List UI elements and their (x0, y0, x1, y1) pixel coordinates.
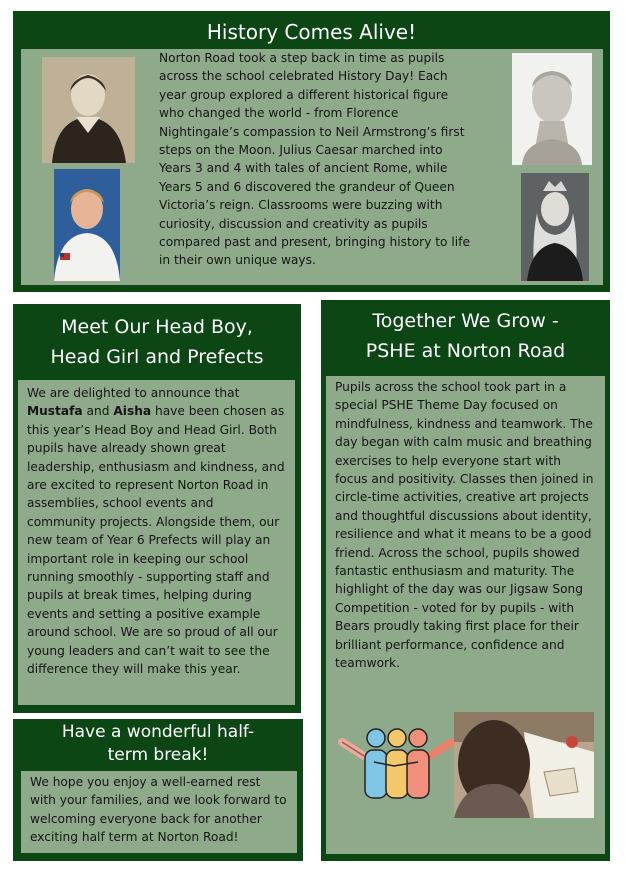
head-girl-name: Aisha (113, 404, 152, 419)
pshe-panel (321, 300, 610, 861)
friends-icon (338, 722, 456, 802)
pshe-body-text: Pupils across the school took part in a special PSHE Theme Day focused on mindfulness, kindness and teamwork. The day began with calm music and breathing exercises to help everyone start with focus and positivity. Classes then joined in circle-time activities, creative art projects and thoughtful discussions about identity, resilience and what it means to be a good friend. Across the school, pupils showed fantastic enthusiasm and maturity. The highlight of the day was our Jigsaw Song Competition - voted for by pupils - with Bears proudly taking first place for their brilliant performance, confidence and teamwork. (335, 380, 594, 671)
pshe-content (326, 376, 605, 854)
head-boy-girl-content (18, 380, 295, 705)
child-drawing-photo (454, 712, 594, 818)
head-boy-girl-title-line1: Meet Our Head Boy, (61, 316, 253, 338)
head-boy-girl-panel (13, 304, 301, 713)
pshe-title-line2: PSHE at Norton Road (365, 340, 566, 362)
roman-bust-photo (512, 53, 592, 165)
half-term-title-line2: term break! (107, 745, 209, 765)
history-title: History Comes Alive! (206, 20, 417, 44)
history-panel (13, 11, 610, 292)
half-term-title-line1: Have a wonderful half- (61, 722, 255, 742)
half-term-body-text: We hope you enjoy a well-earned rest with your families, and we look forward to welcoming everyone back for another exciting half term at Norton Road! (30, 775, 287, 845)
history-body-text: Norton Road took a step back in time as pupils across the school celebrated History Day! Each year group explored a different historical figure who changed the world - from Florence Nightingale’s compassion to Neil Armstrong’s first steps on the Moon. Julius Caesar marched into Years 3 and 4 with tales of ancient Rome, while Years 5 and 6 discovered the grandeur of Queen Victoria’s reign. Classrooms were buzzing with curiosity, discussion and creativity as pupils compared past and present, bringing history to life in their own unique ways. (159, 51, 470, 268)
queen-portrait-photo (521, 173, 589, 281)
head-boy-girl-title (13, 312, 301, 372)
half-term-title (13, 721, 303, 767)
head-boy-name: Mustafa (27, 404, 83, 419)
pshe-title-line1: Together We Grow - (372, 310, 559, 332)
pshe-title (321, 306, 610, 366)
head-boy-girl-title-line2: Head Girl and Prefects (50, 346, 264, 368)
astronaut-portrait-photo (54, 169, 120, 281)
history-content (21, 49, 603, 285)
half-term-content (21, 771, 297, 853)
half-term-panel (13, 719, 303, 861)
head-boy-girl-body-text: We are delighted to announce that Mustafa and Aisha have been chosen as this year’s Head Boy and Head Girl. Both pupils have already shown great leadership, enthusiasm and kindness, and are excited to represent Norton Road in assemblies, school events and community projects. Alongside them, our new team of Year 6 Prefects will play an important role in keeping our school running smoothly - supporting staff and pupils at break times, helping during events and setting a positive example around school. We are so proud of all our young leaders and can’t wait to see the difference they will make this year. (27, 386, 285, 677)
victorian-woman-portrait-photo (42, 57, 135, 163)
